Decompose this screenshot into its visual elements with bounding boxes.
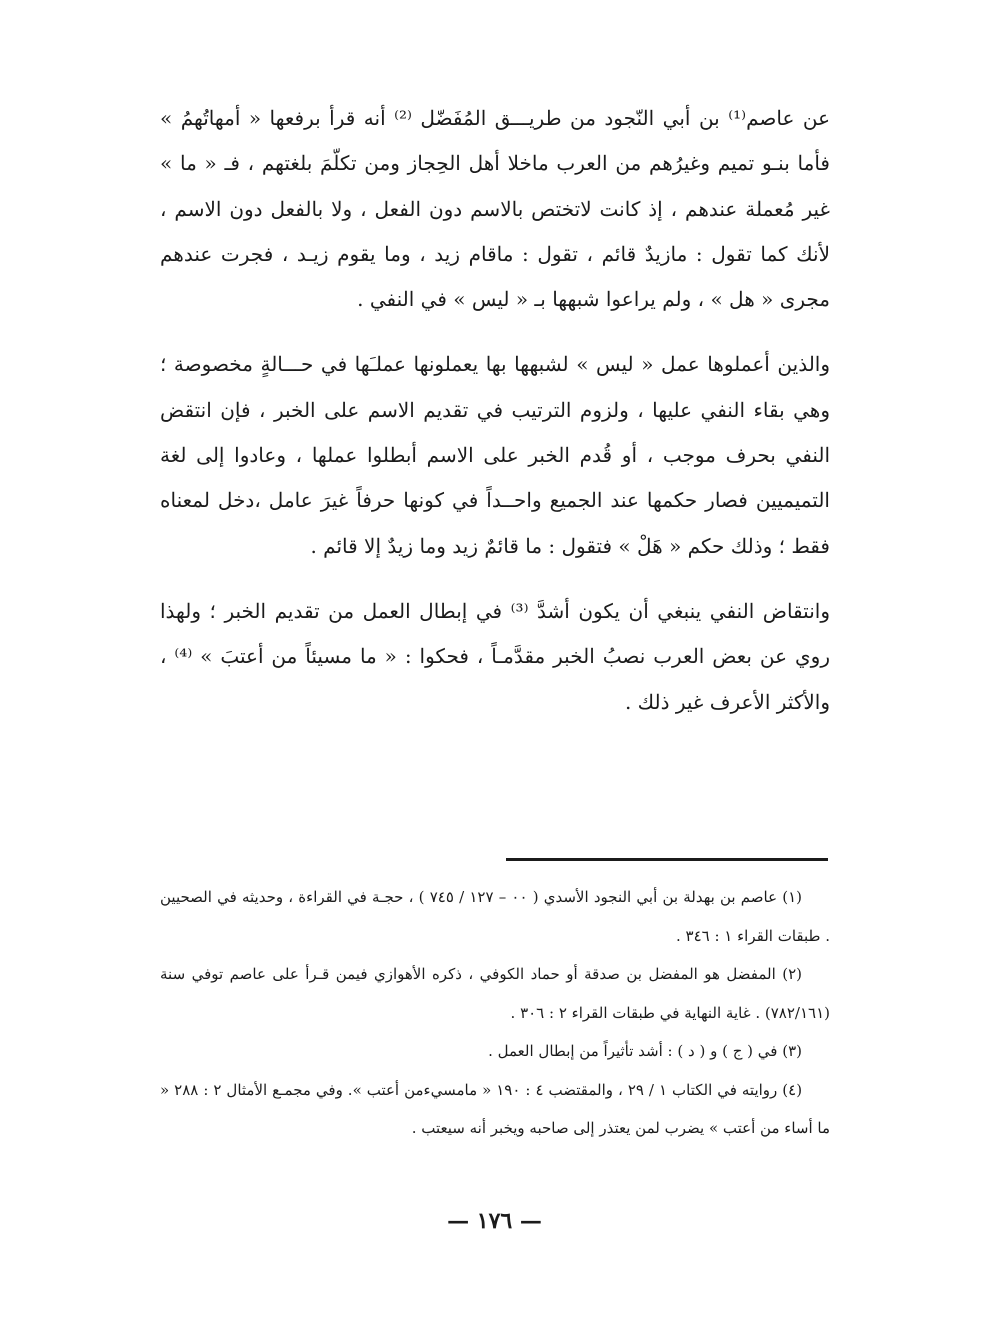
footnote: (١) عاصم بن بهدلة بن أبي النجود الأسدي ( ٠٠ – ١٢٧ / ٧٤٥ ) ، حجـة في القراءة ، وحديثه في الصحيين . طبقات القراء ١ : ٣٤٦ . (160, 888, 830, 945)
footnote: (٣) في ( ج ) و ( د ) : أشد تأثيراً من إبطال العمل . (488, 1042, 802, 1060)
footnote: (٢) المفضل هو المفضل بن صدقة أو حماد الكوفي ، ذكره الأهوازي فيمن قـرأ على عاصم توفي سنة (٧٨٢/١٦١) . غاية النهاية في طبقات القراء ٢ : ٣٠٦ . (160, 965, 830, 1022)
paragraph: والذين أعملوها عمل « ليس » لشبهها بها يعملونها عملـَها في حـــالةٍ مخصوصة ؛ وهي بقاء النفي عليها ، ولزوم الترتيب في تقديم الاسم على الخبر ، فإن انتقض النفي بحرف موجب ، أو قُدم الخبر على الاسم أبطلوا عملها ، وعادوا إلى لغة التميميين فصار حكمها عند الجميع واحــداً في كونها حرفاً غيرَ عامل ،دخل لمعناه فقط ؛ وذلك حكم « هَلْ » فتقول : ما قائمٌ زيد وما زيدٌ إلا قائم . (160, 352, 830, 558)
paragraph: عن عاصم⁽¹⁾ بن أبي النّجود من طريـــق المُفَضّل ⁽²⁾ أنه قرأ برفعها « أمهاتُهمُ » فأما بنـو تميم وغيرُهم من العرب ماخلا أهل الحِجاز ومن تكلّمَ بلغتهم ، فـ « ما » غير مُعملة عندهم ، إذ كانت لاتختص بالاسم دون الفعل ، ولا بالفعل دون الاسم ، لأنك كما تقول : مازيدٌ قائم ، تقول : ماقام زيد ، وما يقوم زيـد ، فجرت عندهم مجرى « هل » ، ولم يراعوا شبهها بـ « ليس » في النفي . (160, 106, 831, 312)
footnote: (٤) روايته في الكتاب ١ / ٢٩ ، والمقتضب ٤ : ١٩٠ « مامسيءمن أعتب ». وفي مجمـع الأمثال ٢ : ٢٨٨ « ما أساء من أعتب » يضرب لمن يعتذر إلى صاحبه ويخبر أنه سيعتب . (160, 1080, 830, 1137)
footnote-separator (506, 858, 828, 861)
footnotes (160, 878, 830, 1148)
page-number: — ١٧٦ — (447, 1208, 542, 1234)
main-text (160, 96, 830, 725)
paragraph: وانتقاض النفي ينبغي أن يكون أشدَّ ⁽³⁾ في إبطال العمل من تقديم الخبر ؛ ولهذا روي عن بعض العرب نصبُ الخبر مقدَّمـاً ، فحكوا : « ما مسيئاً من أعتبَ » ⁽⁴⁾ ، والأكثر الأعرف غير ذلك . (160, 598, 830, 714)
